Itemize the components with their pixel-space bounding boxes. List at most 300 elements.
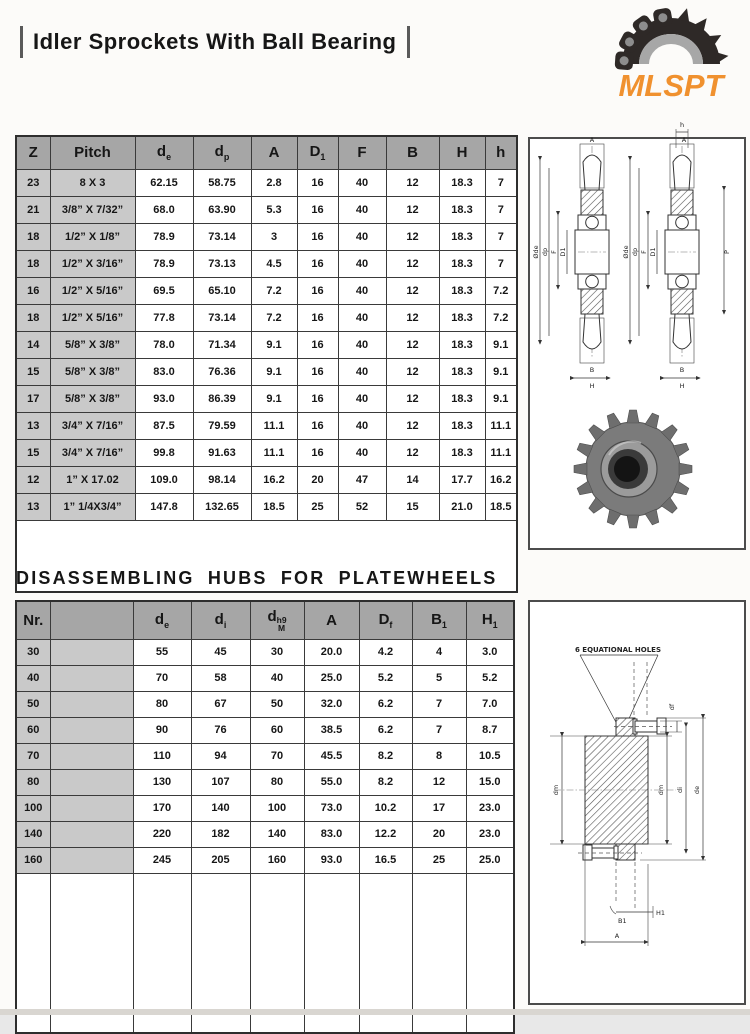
table-cell: 12 (386, 304, 439, 331)
table-cell: 16 (297, 304, 338, 331)
table-cell: 8.2 (359, 743, 412, 769)
table-cell: 15 (386, 493, 439, 520)
dim-label-dm: dm (552, 784, 560, 796)
page-title: Idler Sprockets With Ball Bearing (33, 29, 397, 54)
table-cell: 52 (338, 493, 386, 520)
column-header: A (251, 136, 297, 169)
table-cell: 58.75 (193, 169, 251, 196)
table-cell: 30 (250, 639, 304, 665)
table-cell: 170 (133, 795, 191, 821)
table-cell: 1/2” X 5/16” (50, 277, 135, 304)
table-cell: 9.1 (485, 358, 517, 385)
table-cell: 18.3 (439, 358, 485, 385)
table-cell: 68.0 (135, 196, 193, 223)
table-cell: 18.3 (439, 439, 485, 466)
table-row (16, 493, 517, 520)
column-header: $d_i$ (191, 601, 250, 639)
logo-text: MLSPT (618, 68, 724, 103)
table-row (16, 223, 517, 250)
table-cell: 7.2 (485, 277, 517, 304)
table-row (16, 795, 514, 821)
table-cell: 40 (338, 169, 386, 196)
table-cell: 12 (386, 412, 439, 439)
dim-label-df: df (668, 703, 676, 711)
table-cell: 7 (485, 169, 517, 196)
table-cell: 45 (191, 639, 250, 665)
table-row (16, 169, 517, 196)
table-cell: 18.3 (439, 412, 485, 439)
table-cell: 7 (412, 691, 466, 717)
dim-label-a: A (681, 136, 687, 144)
table-cell: 47 (338, 466, 386, 493)
table-cell: 4.2 (359, 639, 412, 665)
table-cell: 12 (386, 358, 439, 385)
table-cell: 45.5 (304, 743, 359, 769)
table-cell: 13 (16, 493, 50, 520)
hubs-table-wrap (15, 600, 515, 1034)
table-cell: 40 (338, 439, 386, 466)
table-cell: 80 (250, 769, 304, 795)
table-cell: 20.0 (304, 639, 359, 665)
table-cell: 12 (386, 385, 439, 412)
header-row (16, 136, 517, 169)
column-header: h (485, 136, 517, 169)
table-row (16, 385, 517, 412)
table-cell: 11.1 (251, 412, 297, 439)
table-cell: 205 (191, 847, 250, 873)
table-cell: 9.1 (485, 385, 517, 412)
table-cell: 80 (16, 769, 50, 795)
table-cell: 18 (16, 304, 50, 331)
table-cell: 107 (191, 769, 250, 795)
table2-head (16, 601, 514, 639)
table-cell: 71.34 (193, 331, 251, 358)
table-cell: 94 (191, 743, 250, 769)
table-cell: 60 (250, 717, 304, 743)
table-cell: 25.0 (304, 665, 359, 691)
table-cell: 5 (412, 665, 466, 691)
table-cell: 14 (386, 466, 439, 493)
table-cell: 2.8 (251, 169, 297, 196)
column-header: $H_1$ (466, 601, 514, 639)
table-cell: 20 (412, 821, 466, 847)
table-cell: 16.2 (485, 466, 517, 493)
table-cell: 40 (338, 385, 386, 412)
table-cell: 40 (338, 304, 386, 331)
table-cell: 90 (133, 717, 191, 743)
table-cell: 16 (297, 169, 338, 196)
table-cell: 73.14 (193, 304, 251, 331)
table-cell: 23 (16, 169, 50, 196)
table-cell: 140 (191, 795, 250, 821)
table-cell: 8.2 (359, 769, 412, 795)
table-cell: 67 (191, 691, 250, 717)
table-cell: 12 (386, 223, 439, 250)
table-cell: 7 (485, 223, 517, 250)
table-cell (50, 795, 133, 821)
table-cell: 13 (16, 412, 50, 439)
table-cell: 23.0 (466, 795, 514, 821)
table-cell: 109.0 (135, 466, 193, 493)
table-cell: 9.1 (485, 331, 517, 358)
mlspt-logo (606, 4, 736, 104)
hub-diagram-panel (528, 600, 746, 1005)
table-row (16, 717, 514, 743)
table-cell: 23.0 (466, 821, 514, 847)
table-cell: 58 (191, 665, 250, 691)
table-cell: 18.5 (251, 493, 297, 520)
table-cell: 79.59 (193, 412, 251, 439)
table-cell: 140 (16, 821, 50, 847)
table-cell: 17 (412, 795, 466, 821)
table2-body (16, 639, 514, 873)
table1-body (16, 169, 517, 520)
table-cell: 83.0 (135, 358, 193, 385)
table-cell: 18.3 (439, 250, 485, 277)
table-cell: 63.90 (193, 196, 251, 223)
table-cell: 3 (251, 223, 297, 250)
table-cell: 25.0 (466, 847, 514, 873)
table-row (16, 847, 514, 873)
table-row (16, 691, 514, 717)
table-cell: 3/8” X 7/32” (50, 196, 135, 223)
table-cell: 6.2 (359, 691, 412, 717)
table-cell (50, 639, 133, 665)
column-header: $B_1$ (412, 601, 466, 639)
table-cell: 18.3 (439, 277, 485, 304)
table-row (16, 196, 517, 223)
table-cell: 25 (297, 493, 338, 520)
dim-label-ode: Øde (622, 245, 630, 259)
table-cell: 1/2” X 5/16” (50, 304, 135, 331)
chain-sprocket-icon (615, 7, 730, 71)
dim-label-h: h (679, 121, 685, 129)
dim-label-dm: dm (657, 784, 665, 796)
table-cell: 16 (297, 412, 338, 439)
table-cell: 83.0 (304, 821, 359, 847)
dim-label-dp: dp (541, 247, 549, 257)
column-header: $d_e$ (133, 601, 191, 639)
cross-section-left (532, 136, 610, 390)
table-cell: 40 (338, 223, 386, 250)
dim-label-h-cap: H (679, 382, 685, 390)
table-cell: 18.3 (439, 331, 485, 358)
table-cell: 21.0 (439, 493, 485, 520)
table-cell: 21 (16, 196, 50, 223)
table-cell: 86.39 (193, 385, 251, 412)
table-cell: 140 (250, 821, 304, 847)
table-cell: 1/2” X 3/16” (50, 250, 135, 277)
table-cell: 16 (297, 250, 338, 277)
table-cell: 40 (16, 665, 50, 691)
dim-label-de: de (693, 785, 701, 795)
table-cell: 18 (16, 250, 50, 277)
table-cell: 8 X 3 (50, 169, 135, 196)
table-cell: 7 (485, 250, 517, 277)
sprocket-cross-section-diagram (530, 121, 740, 544)
table-cell: 3/4” X 7/16” (50, 439, 135, 466)
hub-diagram (530, 602, 740, 999)
table-cell: 3.0 (466, 639, 514, 665)
table-cell: 16 (297, 331, 338, 358)
table-cell: 10.2 (359, 795, 412, 821)
table-cell: 5/8” X 3/8” (50, 385, 135, 412)
cross-section-right (622, 121, 731, 390)
table-cell: 4.5 (251, 250, 297, 277)
table-cell: 78.0 (135, 331, 193, 358)
table-cell: 55.0 (304, 769, 359, 795)
table-cell: 182 (191, 821, 250, 847)
table-row (16, 439, 517, 466)
table-cell: 12 (386, 331, 439, 358)
dim-label-di: di (676, 787, 684, 793)
table-cell: 100 (250, 795, 304, 821)
table-cell (50, 665, 133, 691)
dim-label-b: B (589, 366, 595, 374)
table-cell: 40 (338, 196, 386, 223)
title-right-bar (407, 26, 410, 58)
column-header (50, 601, 133, 639)
table-cell: 18.3 (439, 169, 485, 196)
column-header: H (439, 136, 485, 169)
table-cell: 62.15 (135, 169, 193, 196)
table-cell: 98.14 (193, 466, 251, 493)
table-cell: 18 (16, 223, 50, 250)
table-cell: 38.5 (304, 717, 359, 743)
table-cell (50, 769, 133, 795)
table-cell (50, 743, 133, 769)
dim-label-a: A (614, 932, 620, 940)
table-cell: 8.7 (466, 717, 514, 743)
table-cell: 55 (133, 639, 191, 665)
title-left-bar (20, 26, 23, 58)
table-cell (50, 717, 133, 743)
table-cell: 70 (133, 665, 191, 691)
column-header: d h9 M (250, 601, 304, 639)
table-cell (50, 691, 133, 717)
column-header: Pitch (50, 136, 135, 169)
table-cell: 147.8 (135, 493, 193, 520)
table-cell: 3/4” X 7/16” (50, 412, 135, 439)
table-cell: 5/8” X 3/8” (50, 331, 135, 358)
table-cell: 16.2 (251, 466, 297, 493)
table-cell: 5.3 (251, 196, 297, 223)
sprocket-photo (574, 410, 692, 528)
table-cell: 87.5 (135, 412, 193, 439)
table-cell: 17.7 (439, 466, 485, 493)
table-cell: 40 (338, 277, 386, 304)
table-cell: 9.1 (251, 358, 297, 385)
table-cell: 7.2 (251, 277, 297, 304)
table-cell: 15 (16, 439, 50, 466)
note-label: 6 EQUATIONAL HOLES (575, 646, 661, 654)
table-cell: 14 (16, 331, 50, 358)
dim-label-d1: D1 (559, 247, 567, 257)
table-cell: 40 (338, 358, 386, 385)
table-cell: 16 (297, 358, 338, 385)
table-cell: 7 (485, 196, 517, 223)
table-cell: 110 (133, 743, 191, 769)
table-row (16, 358, 517, 385)
column-header: $d_p$ (193, 136, 251, 169)
table-row (16, 769, 514, 795)
table-cell: 10.5 (466, 743, 514, 769)
table-cell: 5/8” X 3/8” (50, 358, 135, 385)
table-cell: 16.5 (359, 847, 412, 873)
table-cell: 16 (297, 277, 338, 304)
table-cell: 18.3 (439, 223, 485, 250)
table-cell: 8 (412, 743, 466, 769)
table-cell: 7.2 (485, 304, 517, 331)
table-cell: 100 (16, 795, 50, 821)
table-row (16, 412, 517, 439)
dim-label-h1: H1 (656, 909, 666, 917)
table-cell: 40 (338, 412, 386, 439)
table-cell: 1” X 17.02 (50, 466, 135, 493)
table-cell: 18.5 (485, 493, 517, 520)
table-cell (50, 821, 133, 847)
column-header: Z (16, 136, 50, 169)
sprocket-diagram-panel (528, 121, 746, 550)
table-cell: 132.65 (193, 493, 251, 520)
table-cell: 78.9 (135, 223, 193, 250)
table-cell: 7.2 (251, 304, 297, 331)
table-cell: 7.0 (466, 691, 514, 717)
dim-label-d1: D1 (649, 247, 657, 257)
table-cell: 80 (133, 691, 191, 717)
column-header: $D_f$ (359, 601, 412, 639)
table-cell: 16 (297, 439, 338, 466)
column-header: $D_1$ (297, 136, 338, 169)
page-bottom-edge (0, 1009, 750, 1015)
dim-label-ode: Øde (532, 245, 540, 259)
table-cell: 73.0 (304, 795, 359, 821)
table-cell: 9.1 (251, 331, 297, 358)
table-row (16, 821, 514, 847)
table-cell: 1” 1/4X3/4” (50, 493, 135, 520)
table-cell: 40 (338, 331, 386, 358)
table-cell: 93.0 (135, 385, 193, 412)
table-cell: 20 (297, 466, 338, 493)
table-cell: 30 (16, 639, 50, 665)
table-cell: 77.8 (135, 304, 193, 331)
table-cell: 11.1 (485, 439, 517, 466)
table-cell: 11.1 (251, 439, 297, 466)
table-cell: 12 (386, 196, 439, 223)
table-cell: 12 (386, 439, 439, 466)
dim-label-b1: B1 (618, 917, 627, 925)
dim-label-h-cap: H (589, 382, 595, 390)
table-cell: 160 (250, 847, 304, 873)
table-cell: 12 (16, 466, 50, 493)
table-cell: 12 (386, 169, 439, 196)
table-row (16, 665, 514, 691)
table-cell: 5.2 (359, 665, 412, 691)
header-row (16, 601, 514, 639)
table-cell: 4 (412, 639, 466, 665)
dim-label-f: F (550, 250, 558, 254)
table-cell: 18.3 (439, 385, 485, 412)
hubs-table (15, 600, 515, 1034)
table-cell: 15 (16, 358, 50, 385)
table-cell: 1/2” X 1/8” (50, 223, 135, 250)
table-cell: 18.3 (439, 196, 485, 223)
dim-label-dp: dp (631, 247, 639, 257)
dim-label-p: P (723, 250, 731, 254)
table-row (16, 466, 517, 493)
table-cell: 130 (133, 769, 191, 795)
table-cell: 60 (16, 717, 50, 743)
column-header: A (304, 601, 359, 639)
table-cell: 50 (250, 691, 304, 717)
table-cell: 18.3 (439, 304, 485, 331)
table-cell: 73.13 (193, 250, 251, 277)
table-cell: 32.0 (304, 691, 359, 717)
column-header: F (338, 136, 386, 169)
table-cell: 99.8 (135, 439, 193, 466)
column-header: $d_e$ (135, 136, 193, 169)
table-cell: 25 (412, 847, 466, 873)
dim-label-b: B (679, 366, 685, 374)
table-cell: 78.9 (135, 250, 193, 277)
table-cell: 40 (250, 665, 304, 691)
column-header: B (386, 136, 439, 169)
section-heading: DISASSEMBLING HUBS FOR PLATEWHEELS (16, 568, 498, 588)
table-cell: 70 (250, 743, 304, 769)
table-cell: 40 (338, 250, 386, 277)
table-row (16, 250, 517, 277)
table-cell: 16 (16, 277, 50, 304)
table-cell: 73.14 (193, 223, 251, 250)
table1-head (16, 136, 517, 169)
table-cell (50, 847, 133, 873)
table-cell: 9.1 (251, 385, 297, 412)
idler-sprockets-table (15, 135, 518, 593)
table-cell: 76.36 (193, 358, 251, 385)
table-cell: 160 (16, 847, 50, 873)
table-cell: 220 (133, 821, 191, 847)
table-cell: 65.10 (193, 277, 251, 304)
table-row (16, 304, 517, 331)
table-cell: 76 (191, 717, 250, 743)
table-cell: 12 (412, 769, 466, 795)
table-cell: 6.2 (359, 717, 412, 743)
table-row (16, 639, 514, 665)
table-cell: 93.0 (304, 847, 359, 873)
table-cell: 16 (297, 196, 338, 223)
table-cell: 17 (16, 385, 50, 412)
table-cell: 16 (297, 385, 338, 412)
table-cell: 69.5 (135, 277, 193, 304)
table-cell: 15.0 (466, 769, 514, 795)
table-cell: 50 (16, 691, 50, 717)
table-cell: 5.2 (466, 665, 514, 691)
table-cell: 11.1 (485, 412, 517, 439)
table-row (16, 331, 517, 358)
table-cell: 70 (16, 743, 50, 769)
column-header: Nr. (16, 601, 50, 639)
page-header (20, 26, 410, 58)
table-row (16, 743, 514, 769)
table-cell: 12 (386, 277, 439, 304)
table-row (16, 277, 517, 304)
dim-label-f: F (640, 250, 648, 254)
table-cell: 91.63 (193, 439, 251, 466)
table-cell: 12.2 (359, 821, 412, 847)
table-cell: 7 (412, 717, 466, 743)
dim-label-a: A (589, 136, 595, 144)
idler-sprockets-table-wrap (15, 135, 518, 593)
